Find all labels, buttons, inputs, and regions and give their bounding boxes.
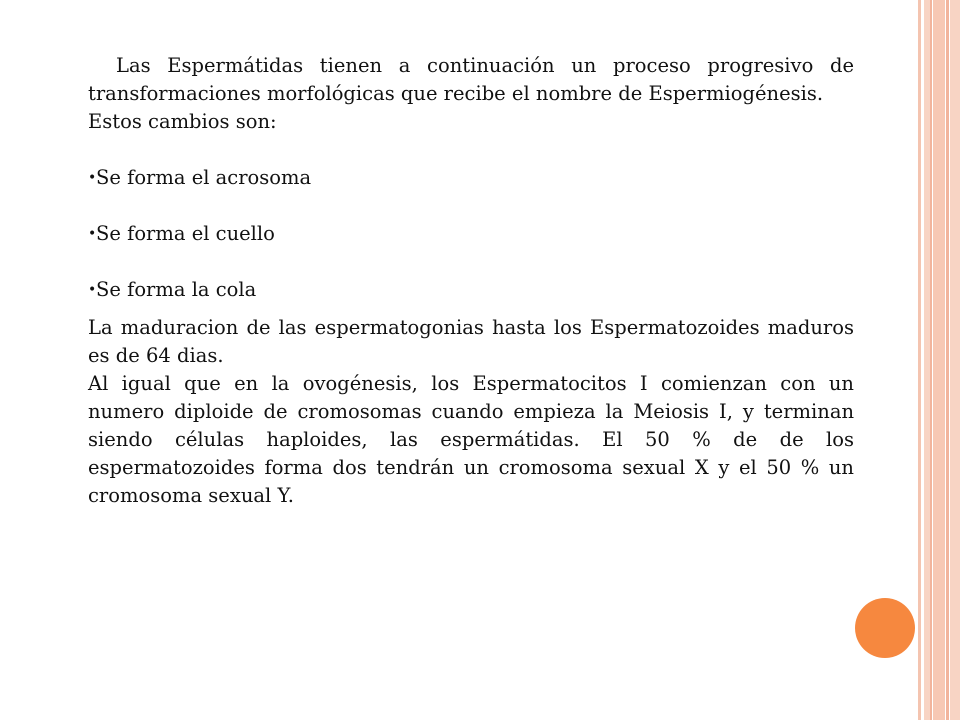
intro-paragraph: Las Espermátidas tienen a continuación un proceso progresivo de transformaciones morfológicas que recibe el nombre de Espermiogénesis. (88, 54, 854, 105)
bullet-label: Se forma la cola (96, 278, 257, 301)
bullet-item-cola (88, 276, 854, 304)
bullet-label: Se forma el cuello (96, 222, 275, 245)
slide-body (88, 52, 854, 510)
decorative-stripe (933, 0, 945, 720)
changes-heading: Estos cambios son: (88, 110, 277, 133)
bullet-icon: • (88, 282, 97, 298)
decorative-circle (855, 598, 915, 658)
meiosis-paragraph: Al igual que en la ovogénesis, los Espermatocitos I comienzan con un numero diploide de cromosomas cuando empieza la Meiosis I, y terminan siendo células haploides, las espermátidas. El 50 % de de los espermatozoides forma dos tendrán un cromosoma sexual X y el 50 % un cromosoma sexual Y. (88, 372, 854, 507)
bullet-icon: • (88, 226, 97, 242)
maturation-paragraph: La maduracion de las espermatogonias hasta los Espermatozoides maduros es de 64 dias. (88, 316, 854, 367)
bullet-label: Se forma el acrosoma (96, 166, 312, 189)
decorative-stripe (930, 0, 932, 720)
bullet-item-cuello (88, 220, 854, 248)
bullet-icon: • (88, 170, 97, 186)
decorative-stripe (946, 0, 949, 720)
bullet-item-acrosoma (88, 164, 854, 192)
decorative-stripe (918, 0, 921, 720)
decorative-stripe (950, 0, 960, 720)
